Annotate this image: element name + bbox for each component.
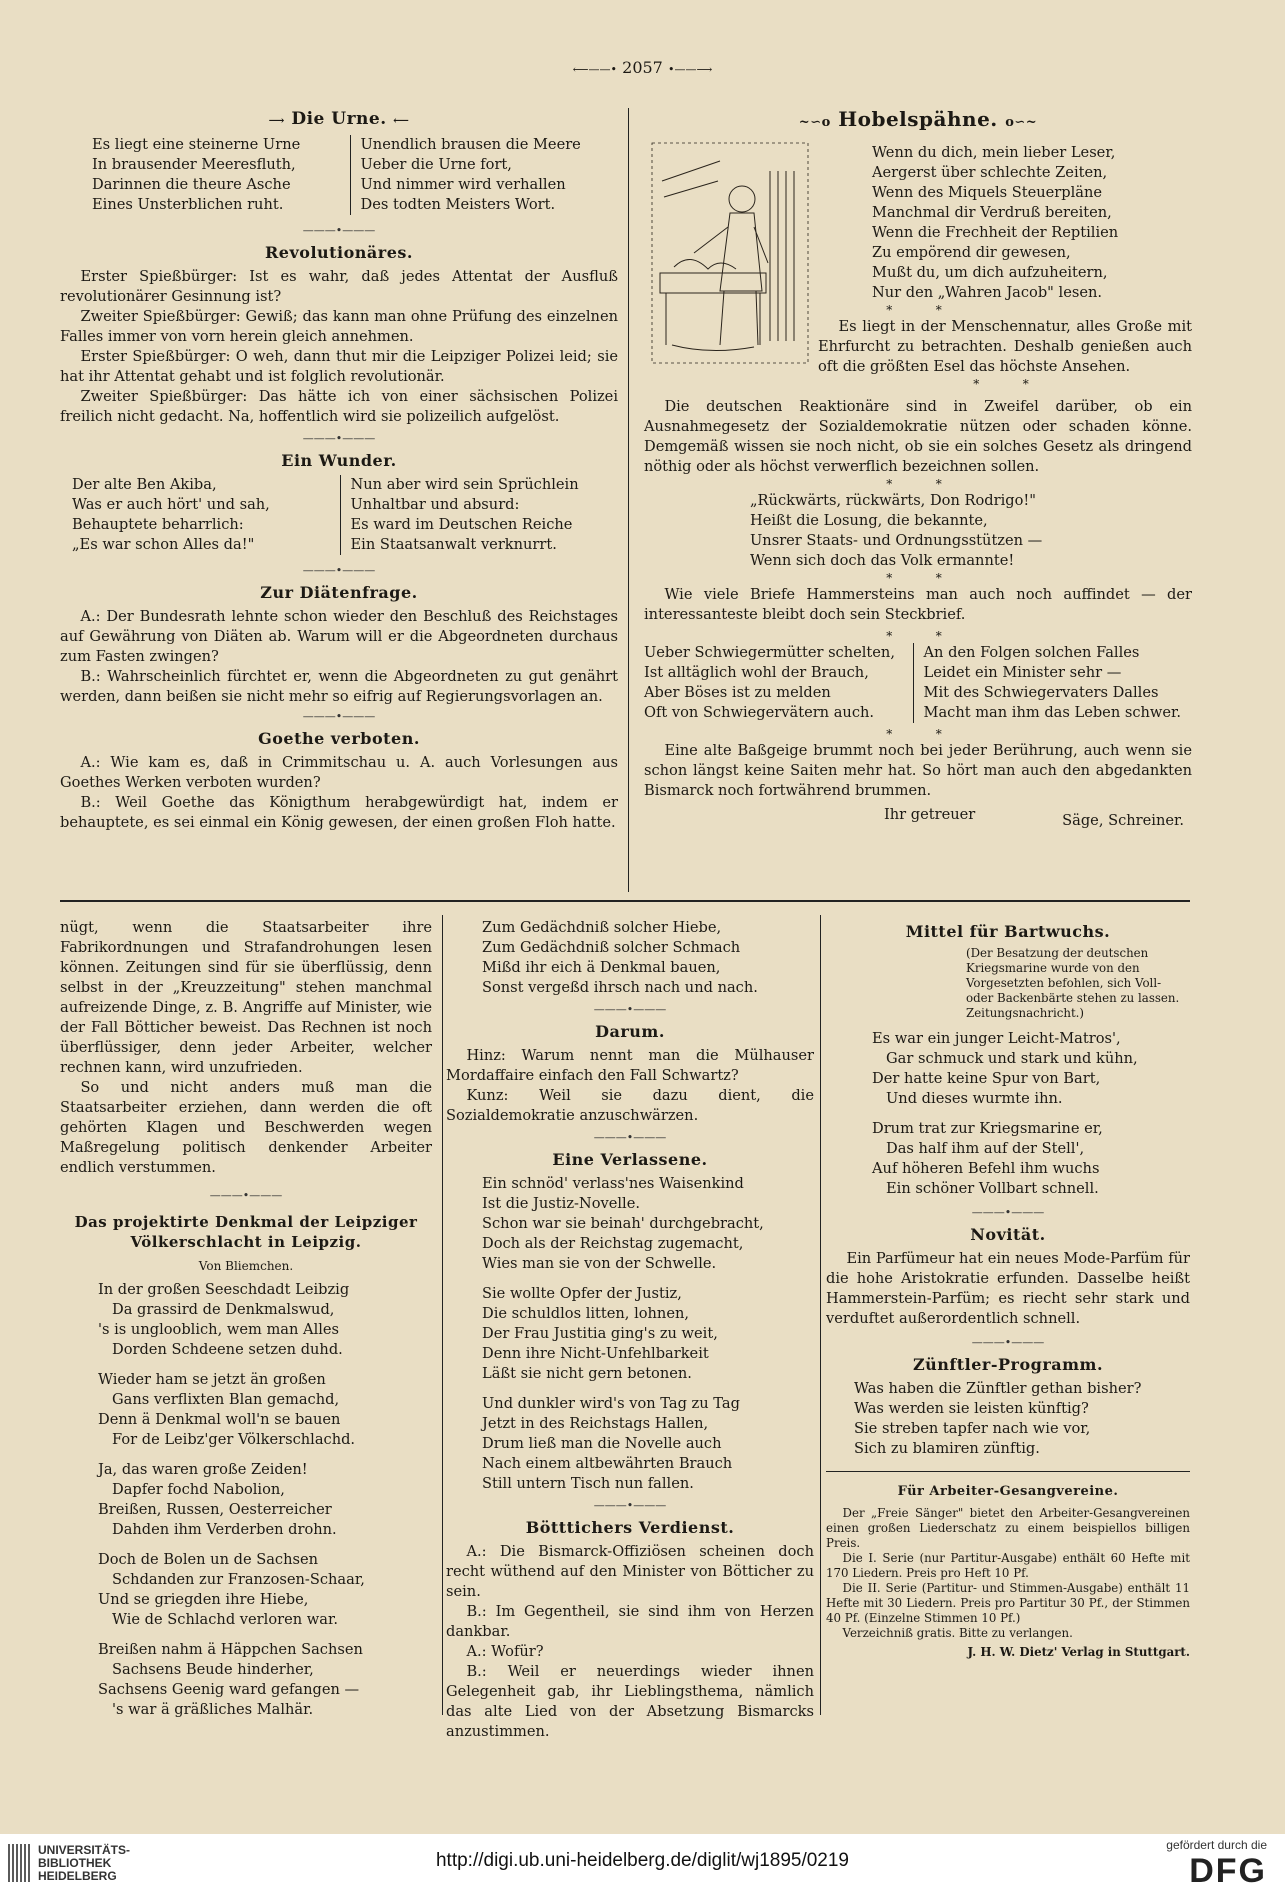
- denkmal-title: Das projektirte Denkmal der Leipziger Völkerschlacht in Leipzig.: [74, 1213, 418, 1251]
- ad-box: [826, 1471, 1190, 1660]
- verse-line: Zu empörend dir gewesen,: [872, 244, 1071, 261]
- boett-paragraph: B.: Weil er neuerdings wieder ihnen Gelegenheit gab, ihr Lieblingsthema, nämlich das alte Lied von der Absetzung Bismarcks anzustimmen.: [446, 1663, 814, 1740]
- verse-line: Und dunkler wird's von Tag zu Tag: [482, 1395, 740, 1412]
- schwieger-poem: [644, 643, 1192, 723]
- dfg-logo: DFG: [1189, 1852, 1267, 1890]
- verse-line: Nach einem altbewährten Brauch: [482, 1455, 733, 1472]
- zuenftler-title: Zünftler-Programm.: [912, 1355, 1104, 1374]
- ad-text: [826, 1506, 1190, 1641]
- verse-line: Wie de Schlachd verloren war.: [112, 1611, 338, 1628]
- bottom-column-1: [60, 918, 432, 1720]
- top-column-rule: [628, 108, 629, 892]
- stars: * *: [886, 303, 950, 317]
- verse-line: Ein Staatsanwalt verknurrt.: [350, 536, 557, 553]
- verse-line: Der alte Ben Akiba,: [72, 476, 217, 493]
- ad-title: Für Arbeiter-Gesangvereine.: [897, 1484, 1119, 1499]
- verse-line: Doch de Bolen un de Sachsen: [98, 1551, 319, 1568]
- revo-title: Revolutionäres.: [265, 243, 413, 262]
- wunder-right-stanza: [340, 475, 619, 555]
- verse-line: Unsrer Staats- und Ordnungsstützen —: [750, 532, 1043, 549]
- hobel-title: ~∽o Hobelspähne. o∽~: [798, 107, 1038, 131]
- hobel-p2: Die deutschen Reaktionäre sind in Zweifel darüber, ob ein Ausnahmegesetz der Sozialdemokratie nützen oder schaden könne. Demgemäß wissen sie noch nicht, ob sie ein solches Gesetz als dringend nöthig oder als höchst verwerflich bezeichnen sollen.: [644, 398, 1192, 475]
- revo-text: [60, 267, 618, 427]
- ad-paragraph: Die II. Serie (Partitur- und Stimmen-Ausgabe) enthält 11 Hefte mit 30 Liedern. Preis pro Partitur 30 Pf., der Stimmen 40 Pf. (Einzelne Stimmen 10 Pf.): [826, 1581, 1190, 1625]
- verse-line: Der hatte keine Spur von Bart,: [872, 1070, 1101, 1087]
- darum-paragraph: Kunz: Weil sie dazu dient, die Sozialdemokratie anzuschwärzen.: [446, 1087, 814, 1124]
- darum-title: Darum.: [595, 1022, 665, 1041]
- b2-intro: [446, 918, 814, 998]
- source-url[interactable]: http://digi.ub.uni-heidelberg.de/diglit/wj1895/0219: [435, 1850, 850, 1871]
- bottom-column-2: [446, 918, 814, 1742]
- verse-line: Nun aber wird sein Sprüchlein: [350, 476, 579, 493]
- verse-line: Was haben die Zünftler gethan bisher?: [854, 1380, 1142, 1397]
- verse-line: Macht man ihm das Leben schwer.: [923, 704, 1182, 721]
- verse-line: Gans verflixten Blan gemachd,: [112, 1391, 340, 1408]
- verse-line: Es liegt eine steinerne Urne: [92, 136, 301, 153]
- separator: ———•———: [593, 1499, 667, 1512]
- verse-line: Dapfer fochd Nabolion,: [112, 1481, 285, 1498]
- ad-paragraph: Verzeichniß gratis. Bitte zu verlangen.: [842, 1626, 1073, 1640]
- verse-line: 's is unglooblich, wem man Alles: [98, 1321, 340, 1338]
- verse-line: „Rückwärts, rückwärts, Don Rodrigo!": [750, 492, 1036, 509]
- page-number: ⟵——• 2057 •——⟶: [572, 58, 713, 77]
- verse-line: Dorden Schdeene setzen duhd.: [112, 1341, 343, 1358]
- verse-line: Sie streben tapfer nach wie vor,: [854, 1420, 1091, 1437]
- ad-publisher: J. H. W. Dietz' Verlag in Stuttgart.: [967, 1645, 1190, 1659]
- hobel-p4: Eine alte Baßgeige brummt noch bei jeder Berührung, auch wenn sie schon längst keine Saiten mehr hat. So hört man auch den abgedankten Bismarck noch fortwährend brummen.: [644, 742, 1192, 799]
- verse-line: Still untern Tisch nun fallen.: [482, 1475, 694, 1492]
- separator: ———•———: [593, 1003, 667, 1016]
- urne-title: ⟶ Die Urne. ⟵: [268, 109, 410, 129]
- verse-line: Wenn sich doch das Volk ermannte!: [750, 552, 1015, 569]
- verse-line: Unhaltbar und absurd:: [350, 496, 520, 513]
- verse-line: An den Folgen solchen Falles: [923, 644, 1140, 661]
- verse-line: Aergerst über schlechte Zeiten,: [872, 164, 1108, 181]
- stars: * *: [973, 377, 1037, 391]
- verse-line: Denn ä Denkmal woll'n se bauen: [98, 1411, 341, 1428]
- darum-paragraph: Hinz: Warum nennt man die Mülhauser Mordaffaire einfach den Fall Schwartz?: [446, 1047, 814, 1084]
- verse-line: Mit des Schwiegervaters Dalles: [923, 684, 1159, 701]
- urne-left-stanza: [92, 135, 350, 215]
- verse-line: In brausender Meeresfluth,: [92, 156, 296, 173]
- bart-note: (Der Besatzung der deutschen Kriegsmarine wurde von den Vorgesetzten befohlen, sich Voll- oder Backenbärte stehen zu lassen. Zeitungsnachricht.): [966, 946, 1180, 1020]
- verse-line: Ist die Justiz-Novelle.: [482, 1195, 640, 1212]
- signoff: Ihr getreuer: [884, 806, 976, 823]
- urne-poem: [60, 135, 618, 215]
- carpenter-woodcut-icon: [650, 141, 810, 365]
- goethe-text: [60, 753, 618, 833]
- verse-line: Wies man sie von der Schwelle.: [482, 1255, 717, 1272]
- verse-line: Wenn des Miquels Steuerpläne: [872, 184, 1103, 201]
- verse-line: Mußt du, um dich aufzuheitern,: [872, 264, 1108, 281]
- verse-line: Und dieses wurmte ihn.: [886, 1090, 1063, 1107]
- stars: * *: [886, 727, 950, 741]
- verse-line: Breißen, Russen, Oesterreicher: [98, 1501, 332, 1518]
- verse-line: Sie wollte Opfer der Justiz,: [482, 1285, 682, 1302]
- top-left-column: [60, 105, 618, 833]
- top-right-column: [644, 105, 1192, 831]
- verse-line: Gar schmuck und stark und kühn,: [886, 1050, 1138, 1067]
- verse-line: Nur den „Wahren Jacob" lesen.: [872, 284, 1102, 301]
- verse-line: Sich zu blamiren zünftig.: [854, 1440, 1040, 1457]
- verse-line: Manchmal dir Verdruß bereiten,: [872, 204, 1112, 221]
- diaeten-paragraph: A.: Der Bundesrath lehnte schon wieder den Beschluß des Reichstages auf Gewährung von Diäten ab. Warum will er die Abgeordneten durchaus zum Fasten zwingen?: [60, 608, 618, 665]
- verse-line: Was werden sie leisten künftig?: [854, 1400, 1089, 1417]
- separator: ———•———: [593, 1131, 667, 1144]
- wunder-left-stanza: [72, 475, 340, 555]
- verse-line: Denn ihre Nicht-Unfehlbarkeit: [482, 1345, 709, 1362]
- signature: Säge, Schreiner.: [1062, 812, 1184, 829]
- b1-paragraph: So und nicht anders muß man die Staatsarbeiter erziehen, dann werden die oft gehörten Klagen und Beschwerden wegen Maßregelung politisch denkender Arbeiter endlich verstummen.: [60, 1079, 432, 1176]
- boett-text: [446, 1542, 814, 1742]
- diaeten-title: Zur Diätenfrage.: [260, 583, 418, 602]
- hobel-p3: Wie viele Briefe Hammersteins man auch noch auffindet — der interessanteste bleibt doch sein Steckbrief.: [644, 586, 1192, 623]
- wunder-poem: [60, 475, 618, 555]
- ad-paragraph: Die I. Serie (nur Partitur-Ausgabe) enthält 60 Hefte mit 170 Liedern. Preis pro Heft 10 Pf.: [826, 1551, 1190, 1580]
- verse-line: In der großen Seeschdadt Leibzig: [98, 1281, 350, 1298]
- verse-line: Es war ein junger Leicht-Matros',: [872, 1030, 1121, 1047]
- stars: * *: [886, 571, 950, 585]
- verse-line: Zum Gedächdniß solcher Hiebe,: [482, 919, 722, 936]
- verse-line: Behauptete beharrlich:: [72, 516, 244, 533]
- verse-line: Mißd ihr eich ä Denkmal bauen,: [482, 959, 721, 976]
- verse-line: Was er auch hört' und sah,: [72, 496, 270, 513]
- verse-line: Schdanden zur Franzosen-Schaar,: [112, 1571, 365, 1588]
- verse-line: Unendlich brausen die Meere: [360, 136, 581, 153]
- boett-paragraph: A.: Wofür?: [466, 1643, 544, 1660]
- stars: * *: [886, 477, 950, 491]
- urne-right-stanza: [350, 135, 619, 215]
- separator: ———•———: [209, 1189, 283, 1202]
- verse-line: Drum ließ man die Novelle auch: [482, 1435, 722, 1452]
- verse-line: „Es war schon Alles da!": [72, 536, 255, 553]
- novitaet-title: Novität.: [970, 1225, 1046, 1244]
- verse-line: Ueber die Urne fort,: [360, 156, 512, 173]
- verse-line: For de Leibz'ger Völkerschlachd.: [112, 1431, 356, 1448]
- funded-by-label: gefördert durch die: [1166, 1838, 1267, 1852]
- verse-line: Wieder ham se jetzt än großen: [98, 1371, 326, 1388]
- verse-line: Sachsens Beude hinderher,: [112, 1661, 314, 1678]
- verse-line: Sachsens Geenig ward gefangen —: [98, 1681, 360, 1698]
- verlassene-poem: [446, 1174, 814, 1494]
- verse-line: Eines Unsterblichen ruht.: [92, 196, 284, 213]
- verse-line: Läßt sie nicht gern betonen.: [482, 1365, 692, 1382]
- separator: ———•———: [302, 710, 376, 723]
- stars: * *: [886, 629, 950, 643]
- verlassene-title: Eine Verlassene.: [552, 1150, 708, 1169]
- verse-line: Darinnen die theure Asche: [92, 176, 291, 193]
- verse-line: Schon war sie beinah' durchgebracht,: [482, 1215, 764, 1232]
- verse-line: Wenn die Frechheit der Reptilien: [872, 224, 1119, 241]
- verse-line: Ein schnöd' verlass'nes Waisenkind: [482, 1175, 744, 1192]
- verse-line: Da grassird de Denkmalswud,: [112, 1301, 335, 1318]
- verse-line: Ist alltäglich wohl der Brauch,: [644, 664, 869, 681]
- viewer-footer: [0, 1834, 1285, 1892]
- bart-poem: [826, 1029, 1190, 1199]
- novitaet-text: Ein Parfümeur hat ein neues Mode-Parfüm für die hohe Aristokratie erfunden. Dasselbe heißt Hammerstein-Parfüm; es riecht sehr stark und verduftet außerordentlich schnell.: [826, 1250, 1190, 1327]
- bottom-column-3: [826, 918, 1190, 1660]
- verse-line: Ueber Schwiegermütter schelten,: [644, 644, 895, 661]
- hobel-verse: [644, 491, 1192, 571]
- separator: ———•———: [971, 1206, 1045, 1219]
- diaeten-text: [60, 607, 618, 707]
- verse-line: Oft von Schwiegervätern auch.: [644, 704, 875, 721]
- verse-line: Doch als der Reichstag zugemacht,: [482, 1235, 744, 1252]
- darum-text: [446, 1046, 814, 1126]
- verse-line: Heißt die Losung, die bekannte,: [750, 512, 988, 529]
- verse-line: Die schuldlos litten, lohnen,: [482, 1305, 689, 1322]
- verse-line: Aber Böses ist zu melden: [644, 684, 831, 701]
- revo-paragraph: Erster Spießbürger: O weh, dann thut mir die Leipziger Polizei leid; sie hat ihr Attentat gehabt und ist folglich revolutionär.: [60, 348, 618, 385]
- schwieger-right-stanza: [913, 643, 1193, 723]
- verse-line: Und nimmer wird verhallen: [360, 176, 566, 193]
- verse-line: Dahden ihm Verderben drohn.: [112, 1521, 337, 1538]
- verse-line: Zum Gedächdniß solcher Schmach: [482, 939, 741, 956]
- hobel-p1: Es liegt in der Menschennatur, alles Große mit Ehrfurcht zu betrachten. Deshalb genießen auch oft die größten Esel das höchste Ansehen.: [818, 318, 1192, 375]
- denkmal-poem: [60, 1280, 432, 1720]
- verse-line: Auf höheren Befehl ihm wuchs: [872, 1160, 1100, 1177]
- verse-line: Ja, das waren große Zeiden!: [98, 1461, 308, 1478]
- verse-line: Der Frau Justitia ging's zu weit,: [482, 1325, 718, 1342]
- schwieger-left-stanza: [644, 643, 913, 723]
- revo-paragraph: Zweiter Spießbürger: Das hätte ich von einer sächsischen Polizei freilich nicht gedacht. Na, hoffentlich wird sie polizeilich aufgelöst.: [60, 388, 618, 425]
- b1-intro: [60, 918, 432, 1178]
- goethe-paragraph: A.: Wie kam es, daß in Crimmitschau u. A. auch Vorlesungen aus Goethes Werken verboten wurden?: [60, 754, 618, 791]
- verse-line: 's war ä gräßliches Malhär.: [112, 1701, 314, 1718]
- zuenftler-poem: [826, 1379, 1190, 1459]
- verse-line: Sonst vergeßd ihrsch nach und nach.: [482, 979, 758, 996]
- verse-line: Leidet ein Minister sehr —: [923, 664, 1122, 681]
- separator: ———•———: [302, 224, 376, 237]
- verse-line: Das half ihm auf der Stell',: [886, 1140, 1085, 1157]
- b1-paragraph: nügt, wenn die Staatsarbeiter ihre Fabrikordnungen und Strafandrohungen lesen können. Zeitungen sind für sie überflüssig, denn selbst in der „Kreuzzeitung" stehen manchmal aufreizende Dinge, z. B. Angriffe auf Minister, wie der Fall Bötticher beweist. Das Rechnen ist noch überflüssiger, denn jeder Arbeiter, welcher rechnen kann, wird unzufrieden.: [60, 919, 432, 1076]
- verse-line: Ein schöner Vollbart schnell.: [886, 1180, 1099, 1197]
- wunder-title: Ein Wunder.: [281, 451, 397, 470]
- verse-line: Des todten Meisters Wort.: [360, 196, 556, 213]
- revo-paragraph: Erster Spießbürger: Ist es wahr, daß jedes Attentat der Ausfluß revolutionärer Gesinnung ist?: [60, 268, 618, 305]
- verse-line: Drum trat zur Kriegsmarine er,: [872, 1120, 1103, 1137]
- separator: ———•———: [302, 564, 376, 577]
- goethe-title: Goethe verboten.: [258, 729, 420, 748]
- institution-name: UNIVERSITÄTS- BIBLIOTHEK HEIDELBERG: [38, 1843, 131, 1883]
- denkmal-author: Von Bliemchen.: [198, 1259, 294, 1273]
- verse-line: Wenn du dich, mein lieber Leser,: [872, 144, 1116, 161]
- boett-title: Bötttichers Verdienst.: [525, 1518, 735, 1537]
- hobel-poem: [872, 143, 1192, 303]
- separator: ———•———: [302, 432, 376, 445]
- bottom-rule-1: [442, 915, 443, 1715]
- bart-title: Mittel für Bartwuchs.: [905, 922, 1111, 941]
- diaeten-paragraph: B.: Wahrscheinlich fürchtet er, wenn die Abgeordneten zu gut genährt werden, dann beißen sie nicht mehr so eifrig auf Regierungsvorlagen an.: [60, 668, 618, 705]
- boett-paragraph: B.: Im Gegentheil, sie sind ihm von Herzen dankbar.: [446, 1603, 814, 1640]
- revo-paragraph: Zweiter Spießbürger: Gewiß; das kann man ohne Prüfung des einzelnen Falles immer von vorn herein gleich annehmen.: [60, 308, 618, 345]
- verse-line: Und se griegden ihre Hiebe,: [98, 1591, 309, 1608]
- verse-line: Jetzt in des Reichstags Hallen,: [482, 1415, 709, 1432]
- bottom-rule-2: [820, 915, 821, 1715]
- goethe-paragraph: B.: Weil Goethe das Königthum herabgewürdigt hat, indem er behauptete, es sei einmal ein König gewesen, der einen großen Floh hatte.: [60, 794, 618, 831]
- ad-paragraph: Der „Freie Sänger" bietet den Arbeiter-Gesangvereinen einen großen Liederschatz zu einem beispiellos billigen Preis.: [826, 1506, 1190, 1550]
- verse-line: Es ward im Deutschen Reiche: [350, 516, 573, 533]
- verse-line: Breißen nahm ä Häppchen Sachsen: [98, 1641, 363, 1658]
- separator: ———•———: [971, 1336, 1045, 1349]
- section-rule: [60, 900, 1190, 902]
- boett-paragraph: A.: Die Bismarck-Offiziösen scheinen doch recht wüthend auf den Minister von Bötticher zu sein.: [446, 1543, 814, 1600]
- signature-block: [644, 805, 1192, 831]
